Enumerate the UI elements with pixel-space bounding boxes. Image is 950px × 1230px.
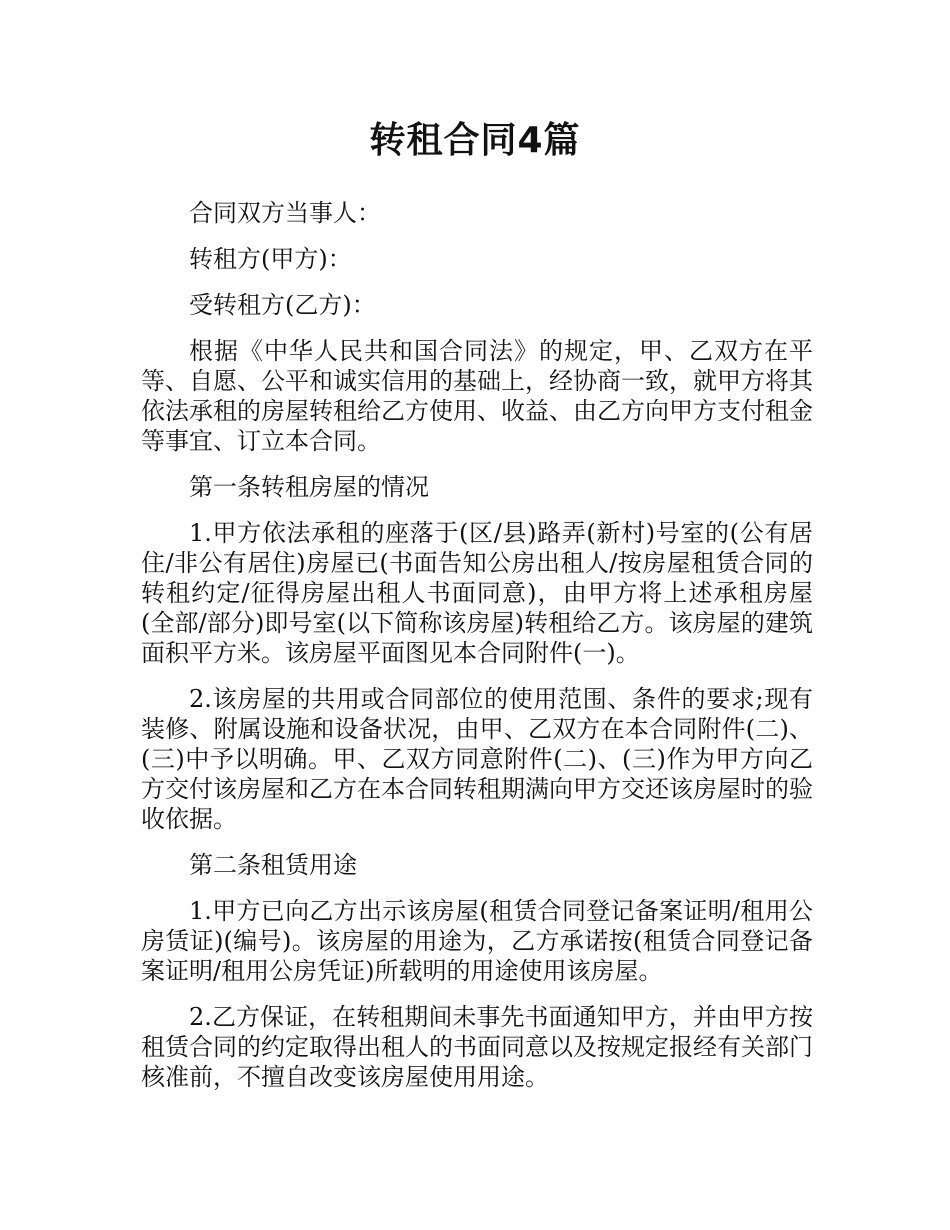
paragraph-party-a: 转租方(甲方)： xyxy=(189,245,352,273)
paragraph-1-2: 2.该房屋的共用或合同部位的使用范围、条件的要求;现有装修、附属设施和设备状况，由甲、乙双方在本合同附件(二)、(三)中予以明确。甲、乙双方同意附件(二)、(三)作为甲方向乙方交付该房屋和乙方在本合同转租期满向甲方交还该房屋时的验收依据。 xyxy=(141,685,813,833)
document-body xyxy=(141,198,813,1108)
paragraph-preamble: 根据《中华人民共和国合同法》的规定，甲、乙双方在平等、自愿、公平和诚实信用的基础上，经协商一致，就甲方将其依法承租的房屋转租给乙方使用、收益、由乙方向甲方支付租金等事宜、订立本合同。 xyxy=(141,337,813,455)
paragraph-party-b: 受转租方(乙方)： xyxy=(189,291,376,319)
paragraph-1-1: 1.甲方依法承租的座落于(区/县)路弄(新村)号室的(公有居住/非公有居住)房屋已(书面告知公房出租人/按房屋租赁合同的转租约定/征得房屋出租人书面同意)，由甲方将上述承租房屋(全部/部分)即号室(以下简称该房屋)转租给乙方。该房屋的建筑面积平方米。该房屋平面图见本合同附件(一)。 xyxy=(141,519,813,667)
paragraph-2-1: 1.甲方已向乙方出示该房屋(租赁合同登记备案证明/租用公房赁证)(编号)。该房屋的用途为，乙方承诺按(租赁合同登记备案证明/租用公房凭证)所载明的用途使用该房屋。 xyxy=(141,897,813,985)
section-heading-1: 第一条转租房屋的情况 xyxy=(189,473,429,501)
paragraph-parties: 合同双方当事人： xyxy=(189,199,381,227)
section-heading-2: 第二条租赁用途 xyxy=(189,851,357,879)
document-title: 转租合同4篇 xyxy=(369,120,581,161)
paragraph-2-2: 2.乙方保证，在转租期间未事先书面通知甲方，并由甲方按租赁合同的约定取得出租人的书面同意以及按规定报经有关部门核准前，不擅自改变该房屋使用用途。 xyxy=(141,1003,813,1091)
